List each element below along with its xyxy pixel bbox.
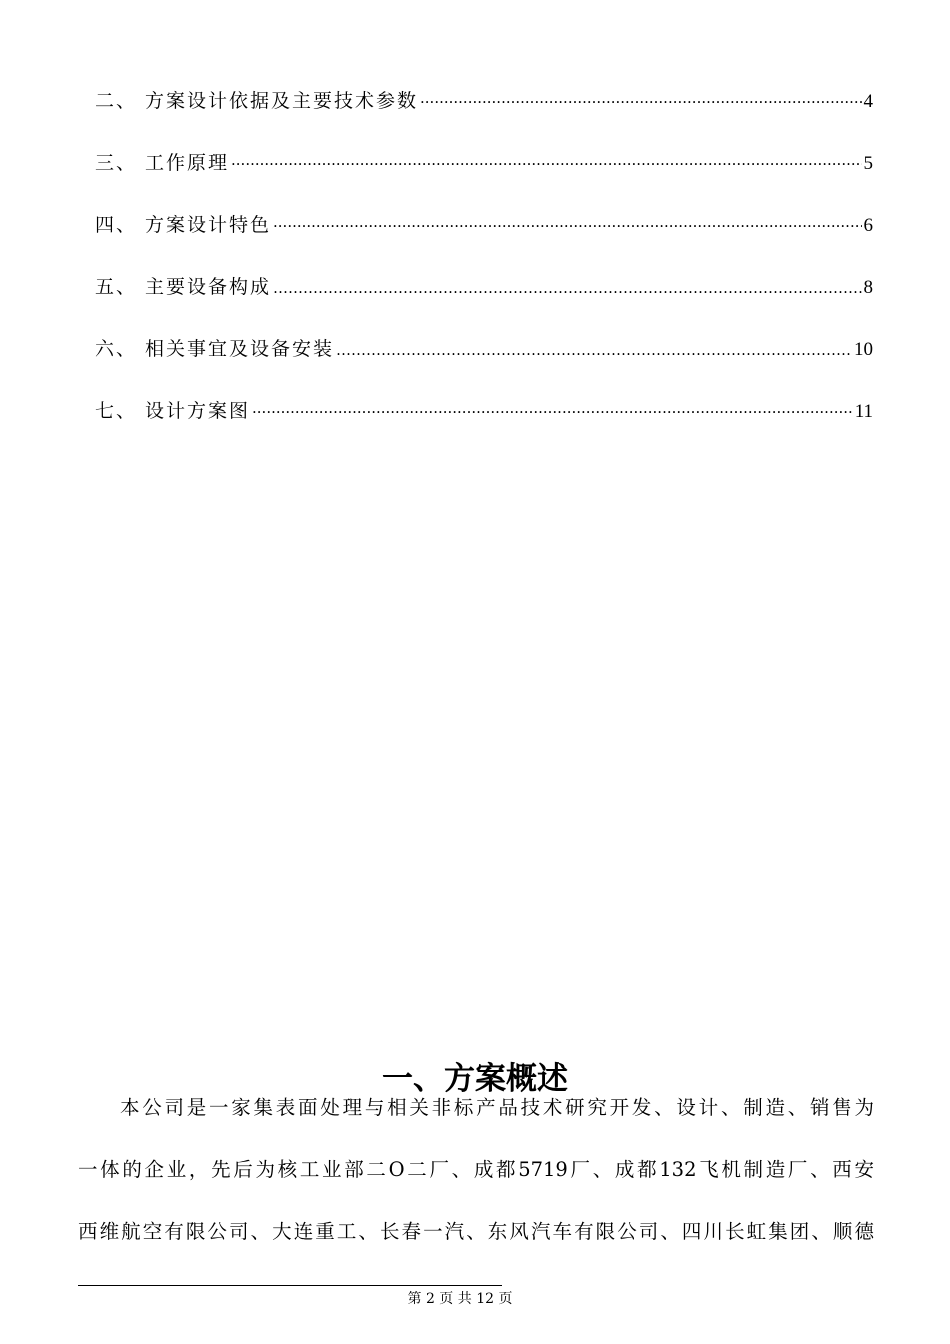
toc-entry-number: 三、 [95,152,138,174]
toc-entry-number: 六、 [95,338,138,360]
toc-entry-title: 主要设备构成 [145,276,272,298]
toc-entry-page: 11 [854,401,873,422]
toc-entry-page: 5 [863,153,873,174]
toc-entry-6[interactable] [95,334,873,396]
toc-entry-5[interactable] [95,272,873,334]
toc-dot-leader [252,397,853,427]
toc-entry-title: 方案设计依据及主要技术参数 [145,90,419,112]
body-line: 西维航空有限公司、大连重工、长春一汽、东风汽车有限公司、四川长虹集团、顺德 [78,1220,874,1243]
toc-entry-page: 4 [863,91,873,112]
toc-dot-leader [273,211,861,241]
toc-entry-title: 相关事宜及设备安装 [145,338,335,360]
toc-entry-number: 五、 [95,276,138,298]
body-paragraph [78,1092,874,1248]
toc-entry-title: 方案设计特色 [145,214,272,236]
toc-entry-title: 设计方案图 [145,400,251,422]
toc-entry-7[interactable] [95,396,873,458]
toc-dot-leader [420,87,861,117]
toc-entry-number: 二、 [95,90,138,112]
toc-entry-page: 8 [863,277,873,298]
toc-entry-4[interactable] [95,210,873,272]
toc-entry-3[interactable] [95,148,873,210]
toc-entry-page: 6 [863,215,873,236]
section-heading: 一、方案概述 [382,1060,568,1097]
body-line: 本公司是一家集表面处理与相关非标产品技术研究开发、设计、制造、销售为 [120,1096,874,1119]
toc-entry-2[interactable] [95,86,873,148]
toc-entry-page: 10 [854,339,873,360]
toc-dot-leader [336,335,852,365]
section-body [78,1092,874,1278]
toc-entry-number: 四、 [95,214,138,236]
table-of-contents [95,86,873,458]
page-number-footer: 第 2 页 共 12 页 [407,1291,513,1307]
toc-entry-title: 工作原理 [145,152,230,174]
toc-dot-leader [231,149,861,179]
toc-dot-leader [273,273,861,303]
footer-divider [78,1285,502,1286]
body-line: 一体的企业，先后为核工业部二O二厂、成都5719厂、成都132飞机制造厂、西安 [78,1158,874,1181]
toc-entry-number: 七、 [95,400,138,422]
